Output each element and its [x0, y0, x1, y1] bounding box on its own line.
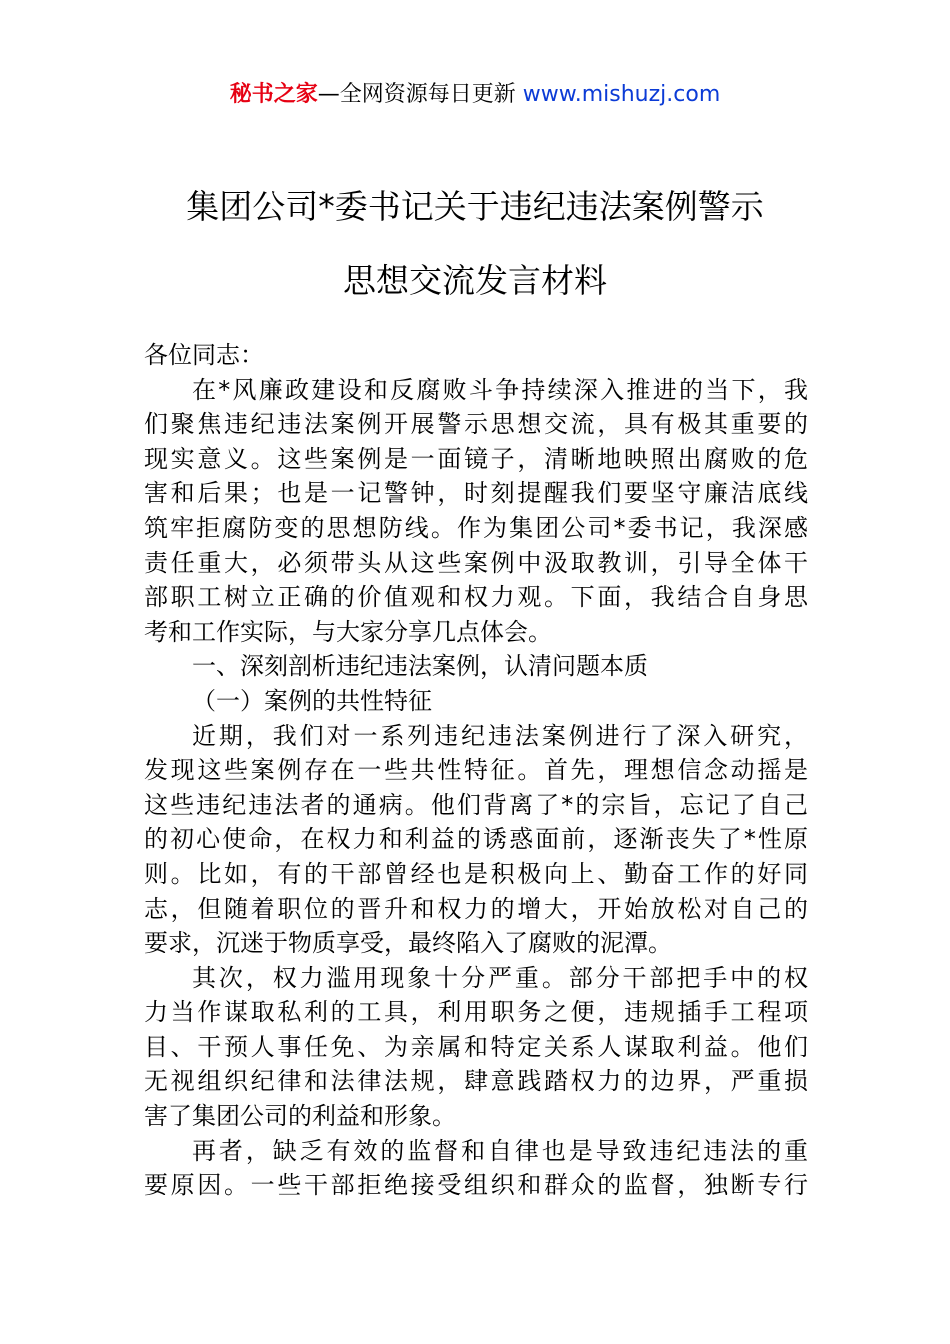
site-brand: 秘书之家 [229, 82, 318, 107]
title-line-2: 思想交流发言材料 [343, 261, 607, 300]
body-line: 无视组织纪律和法律法规，肆意践踏权力的边界，严重损 [144, 1067, 808, 1096]
body-line: 目、干预人事任免、为亲属和特定关系人谋取利益。他们 [144, 1032, 808, 1061]
body-line: 其次，权力滥用现象十分严重。部分干部把手中的权 [192, 963, 808, 992]
body-line: 部职工树立正确的价值观和权力观。下面，我结合自身思 [144, 583, 808, 612]
body-line: 责任重大，必须带头从这些案例中汲取教训，引导全体干 [144, 548, 808, 577]
body-line: 力当作谋取私利的工具，利用职务之便，违规插手工程项 [144, 998, 808, 1027]
body-line: 考和工作实际，与大家分享几点体会。 [144, 617, 552, 646]
site-tagline: —全网资源每日更新 [317, 82, 516, 107]
body-line: 害和后果；也是一记警钟，时刻提醒我们要坚守廉洁底线 [144, 479, 808, 508]
body-line: 在*风廉政建设和反腐败斗争持续深入推进的当下，我 [192, 375, 808, 404]
document-title [0, 170, 950, 318]
site-header [0, 78, 950, 112]
subsection-heading: （一）案例的共性特征 [192, 686, 432, 715]
body-line: 的初心使命，在权力和利益的诱惑面前，逐渐丧失了*性原 [144, 825, 808, 854]
section-heading: 一、深刻剖析违纪违法案例，认清问题本质 [192, 652, 648, 681]
title-line-1: 集团公司*委书记关于违纪违法案例警示 [186, 187, 764, 226]
body-line: 发现这些案例存在一些共性特征。首先，理想信念动摇是 [144, 756, 808, 785]
body-line: 害了集团公司的利益和形象。 [144, 1102, 456, 1131]
body-line: 近期，我们对一系列违纪违法案例进行了深入研究， [192, 721, 808, 750]
body-line: 筑牢拒腐防变的思想防线。作为集团公司*委书记，我深感 [144, 513, 808, 542]
document-body [144, 338, 808, 1203]
body-line: 们聚焦违纪违法案例开展警示思想交流，具有极其重要的 [144, 410, 808, 439]
body-line: 志，但随着职位的晋升和权力的增大，开始放松对自己的 [144, 894, 808, 923]
salutation: 各位同志： [144, 341, 264, 369]
body-line: 要原因。一些干部拒绝接受组织和群众的监督，独断专行 [144, 1171, 808, 1200]
site-url[interactable]: www.mishuzj.com [522, 82, 721, 107]
body-line: 现实意义。这些案例是一面镜子，清晰地映照出腐败的危 [144, 444, 808, 473]
body-line: 这些违纪违法者的通病。他们背离了*的宗旨，忘记了自己 [144, 790, 808, 819]
body-line: 再者，缺乏有效的监督和自律也是导致违纪违法的重 [192, 1136, 808, 1165]
body-line: 要求，沉迷于物质享受，最终陷入了腐败的泥潭。 [144, 929, 672, 958]
body-line: 则。比如，有的干部曾经也是积极向上、勤奋工作的好同 [144, 859, 808, 888]
